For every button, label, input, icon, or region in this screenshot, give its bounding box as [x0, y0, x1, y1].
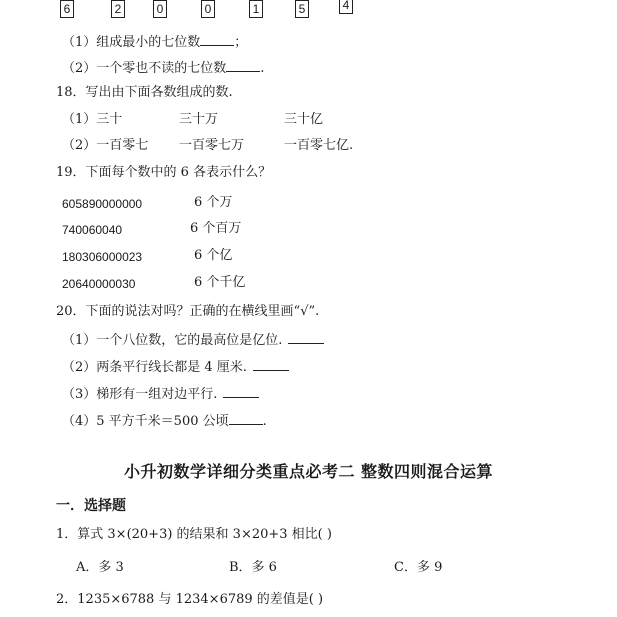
- q20-item-2: [62, 358, 289, 376]
- problem-1-option-b[interactable]: B．多 6: [229, 560, 277, 575]
- q17-item-1-end: ；: [234, 35, 248, 50]
- q19-number: 740060040: [62, 223, 123, 237]
- answer-blank[interactable]: [288, 331, 324, 344]
- q20-item-4: [62, 412, 267, 430]
- digit-card: 0: [153, 0, 167, 18]
- problem-1-option-a[interactable]: A．多 3: [76, 560, 124, 575]
- q19-number: 180306000023: [62, 250, 143, 264]
- q20-item-1: [62, 331, 324, 349]
- digit-card: 0: [201, 0, 215, 18]
- digit-card: 2: [111, 0, 125, 18]
- q19-meaning: 6 个万: [194, 195, 233, 210]
- q17-item-1: [62, 33, 247, 51]
- q20-item-4-end: .: [262, 414, 267, 429]
- q19-meaning: 6 个亿: [194, 248, 233, 263]
- answer-blank[interactable]: [223, 385, 259, 398]
- q20-item-3-text: （3）梯形有一组对边平行.: [62, 387, 218, 402]
- problem-2-stem: 2．1235×6788 与 1234×6789 的差值是( ): [56, 592, 324, 607]
- digit-card: 6: [60, 0, 74, 18]
- answer-blank[interactable]: [200, 33, 234, 46]
- digit-card: 5: [295, 0, 309, 18]
- answer-blank[interactable]: [226, 59, 260, 72]
- section-heading-choice: 一．选择题: [56, 498, 126, 514]
- q19-number: 20640000030: [62, 277, 136, 291]
- answer-blank[interactable]: [229, 412, 263, 425]
- q18-row2-b: 一百零七万: [179, 138, 245, 153]
- digit-card: 1: [249, 0, 263, 18]
- q20-item-2-text: （2）两条平行线长都是 4 厘米.: [62, 360, 247, 375]
- problem-1-option-c[interactable]: C．多 9: [394, 560, 443, 575]
- q19-number: 605890000000: [62, 197, 143, 211]
- q20-title: 20．下面的说法对吗？正确的在横线里画“√”.: [56, 304, 320, 319]
- answer-blank[interactable]: [253, 358, 289, 371]
- q17-item-2: [62, 59, 264, 77]
- q17-item-2-label: （2）一个零也不读的七位数: [62, 61, 227, 76]
- q20-item-1-text: （1）一个八位数，它的最高位是亿位.: [62, 333, 283, 348]
- q17-item-2-end: .: [260, 61, 265, 76]
- q19-title: 19．下面每个数中的 6 各表示什么？: [56, 165, 272, 180]
- section-title: 小升初数学详细分类重点必考二 整数四则混合运算: [123, 462, 494, 481]
- q18-row1-b: 三十万: [179, 112, 219, 127]
- q18-title: 18．写出由下面各数组成的数.: [56, 85, 233, 100]
- q20-item-4-text: （4）5 平方千米＝500 公顷: [62, 414, 229, 429]
- q18-row2-a: （2）一百零七: [62, 138, 149, 153]
- q19-meaning: 6 个百万: [190, 221, 242, 236]
- q18-row1-c: 三十亿: [284, 112, 324, 127]
- q17-item-1-label: （1）组成最小的七位数: [62, 35, 201, 50]
- digit-cards-row: [0, 0, 617, 24]
- q20-item-3: [62, 385, 259, 403]
- q19-meaning: 6 个千亿: [194, 275, 246, 290]
- q18-row1-a: （1）三十: [62, 112, 123, 127]
- digit-card: 4: [339, 0, 353, 14]
- q18-row2-c: 一百零七亿.: [284, 138, 354, 153]
- problem-1-stem: 1．算式 3×(20+3) 的结果和 3×20+3 相比( ): [56, 527, 332, 542]
